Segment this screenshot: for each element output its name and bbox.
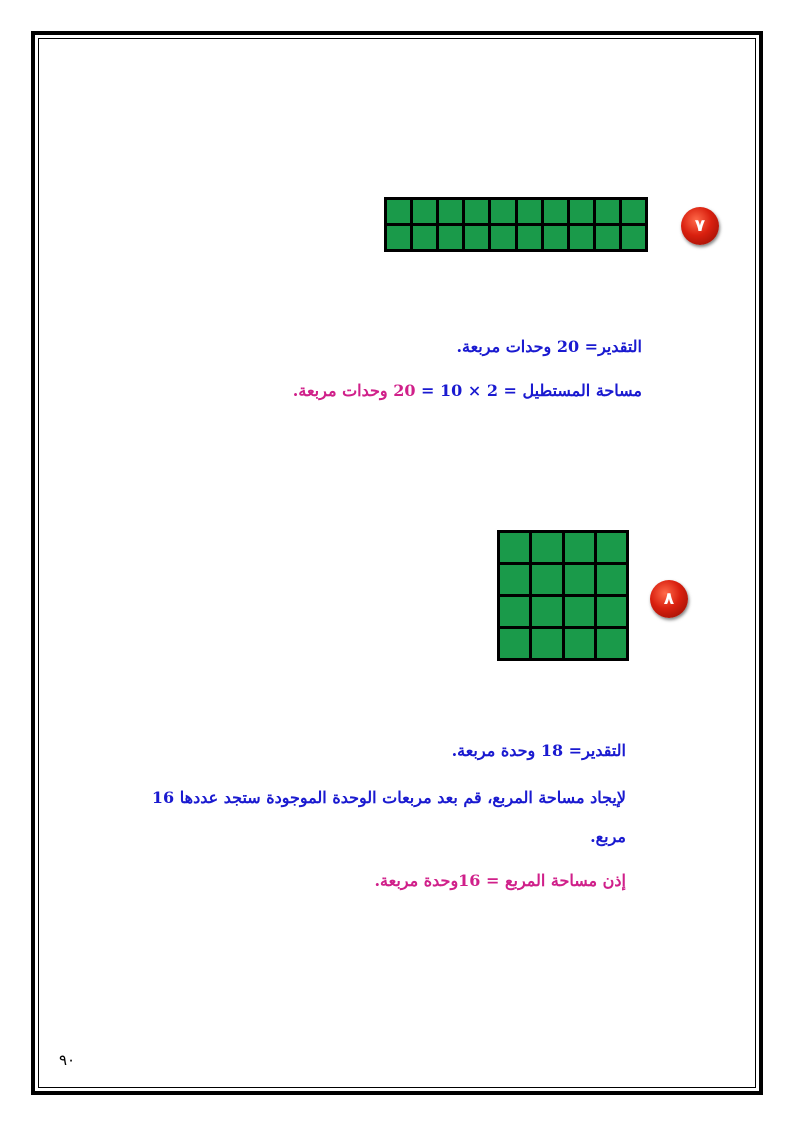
unit-square — [570, 226, 593, 249]
explanation-count: 16 — [151, 788, 175, 807]
unit-square — [565, 597, 594, 626]
unit-square — [596, 200, 619, 223]
unit-square — [544, 226, 567, 249]
problem-7-area — [293, 381, 642, 401]
problem-8-explanation-line1 — [152, 788, 626, 808]
explanation-text: لإيجاد مساحة المربع، قم بعد مربعات الوحدة الموجودة ستجد عددها — [174, 788, 626, 807]
problem-8-explanation-line2: مربع. — [590, 827, 626, 846]
unit-square — [413, 200, 436, 223]
unit-square — [518, 200, 541, 223]
unit-square — [465, 200, 488, 223]
problem-8-estimate — [452, 741, 626, 761]
problem-8-conclusion — [374, 871, 626, 891]
area-label: مساحة المستطيل = — [497, 381, 642, 400]
unit-square — [413, 226, 436, 249]
estimate-unit: وحدات مربعة. — [456, 337, 557, 356]
unit-square — [532, 597, 561, 626]
area-expression: 2 × 10 = — [415, 381, 498, 400]
page-border-inner — [38, 38, 756, 1088]
unit-square — [622, 200, 645, 223]
estimate-label: التقدير= — [579, 337, 642, 356]
unit-square — [439, 200, 462, 223]
unit-square — [532, 533, 561, 562]
unit-square — [491, 200, 514, 223]
unit-square — [465, 226, 488, 249]
page-number: ٩٠ — [59, 1051, 76, 1069]
unit-square — [532, 565, 561, 594]
problem-7-estimate — [456, 337, 642, 357]
unit-square — [500, 597, 529, 626]
unit-square — [518, 226, 541, 249]
estimate-value: 20 — [556, 337, 580, 356]
unit-square — [387, 226, 410, 249]
unit-square — [597, 629, 626, 658]
unit-square — [570, 200, 593, 223]
unit-square — [622, 226, 645, 249]
unit-square — [596, 226, 619, 249]
problem-8-number-badge — [650, 580, 688, 618]
problem-7-number: ٧ — [694, 216, 706, 236]
unit-square — [565, 629, 594, 658]
unit-square — [532, 629, 561, 658]
problem-7-number-badge — [681, 207, 719, 245]
unit-square — [597, 597, 626, 626]
estimate-value: 18 — [540, 741, 564, 760]
estimate-unit: وحدة مربعة. — [451, 741, 541, 760]
unit-square — [597, 565, 626, 594]
unit-square — [387, 200, 410, 223]
unit-square — [491, 226, 514, 249]
conclusion-unit: وحدة مربعة. — [374, 871, 459, 890]
unit-square — [565, 565, 594, 594]
unit-square — [500, 533, 529, 562]
unit-square — [544, 200, 567, 223]
area-result: 20 وحدات مربعة. — [292, 381, 416, 400]
unit-square — [500, 565, 529, 594]
conclusion-value: 16 — [458, 871, 481, 890]
unit-square — [565, 533, 594, 562]
estimate-label: التقدير= — [563, 741, 626, 760]
square-unit-grid — [497, 530, 629, 661]
unit-square — [500, 629, 529, 658]
unit-square — [597, 533, 626, 562]
conclusion-label: إذن مساحة المربع = — [480, 871, 626, 890]
rectangle-unit-grid — [384, 197, 648, 252]
unit-square — [439, 226, 462, 249]
problem-8-number: ٨ — [663, 589, 675, 609]
